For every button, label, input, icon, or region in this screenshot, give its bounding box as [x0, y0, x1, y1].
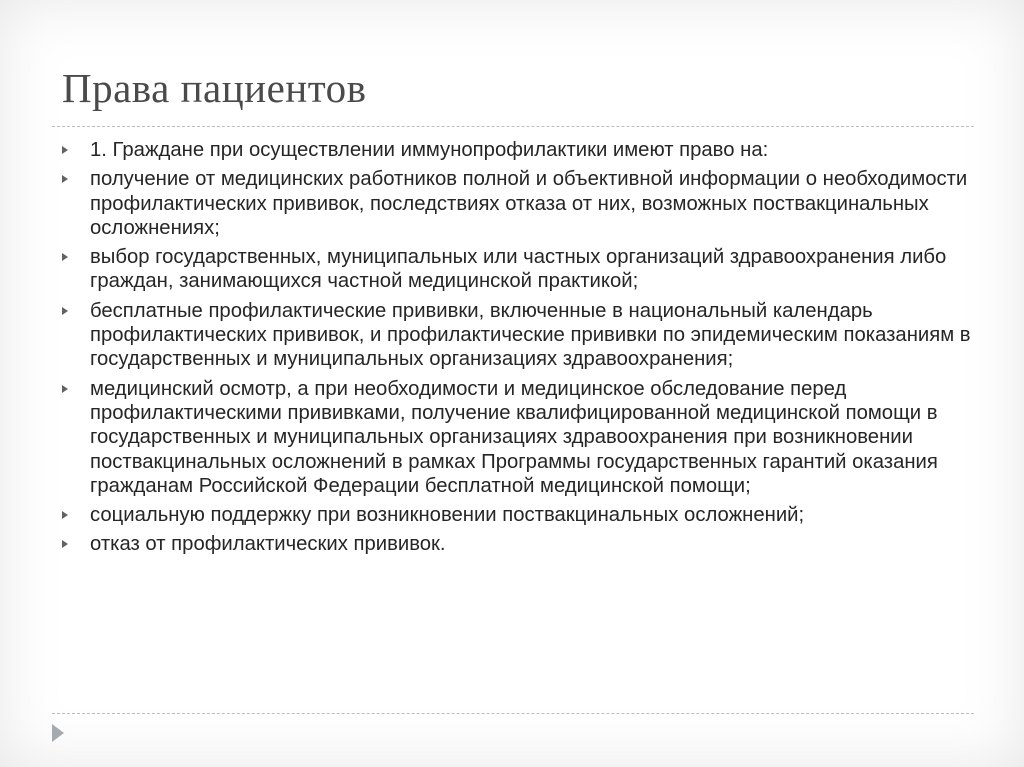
list-item [62, 377, 974, 498]
list-item [62, 503, 974, 527]
list-item-text: бесплатные профилактические прививки, включенные в национальный календарь профилактических прививок, и профилактические прививки по эпидемическим показаниям в государственных и муниципальных организациях здравоохранения; [90, 299, 971, 371]
triangle-bullet-icon [62, 175, 68, 183]
triangle-bullet-icon [62, 307, 68, 315]
title-divider [52, 126, 974, 127]
triangle-bullet-icon [62, 146, 68, 154]
list-item [62, 138, 974, 162]
triangle-bullet-icon [62, 511, 68, 519]
list-item-text: медицинский осмотр, а при необходимости и медицинское обследование перед профилактическими прививками, получение квалифицированной медицинской помощи в государственных и муниципальных организациях здравоохранения при возникновении поствакцинальных осложнений в рамках Программы государственных гарантий оказания гражданам Российской Федерации бесплатной медицинской помощи; [90, 377, 938, 497]
list-item [62, 167, 974, 240]
list-item [62, 532, 974, 556]
list-item-text: получение от медицинских работников полной и объективной информации о необходимости профилактических прививок, последствиях отказа от них, возможных поствакцинальных осложнениях; [90, 168, 968, 239]
slide-body [62, 138, 974, 562]
triangle-bullet-icon [62, 540, 68, 548]
list-item-text: 1. Граждане при осуществлении иммунопрофилактики имеют право на: [90, 139, 769, 161]
list-item [62, 245, 974, 294]
bullet-list [62, 138, 974, 557]
footer-divider [52, 713, 974, 714]
triangle-bullet-icon [62, 385, 68, 393]
slide-title: Права пациентов [62, 65, 367, 111]
list-item [62, 299, 974, 372]
triangle-arrow-icon [52, 724, 64, 742]
triangle-bullet-icon [62, 253, 68, 261]
list-item-text: отказ от профилактических прививок. [90, 533, 446, 556]
list-item-text: социальную поддержку при возникновении поствакцинальных осложнений; [90, 504, 805, 527]
list-item-text: выбор государственных, муниципальных или частных организаций здравоохранения либо граждан, занимающихся частной медицинской практикой; [90, 246, 947, 293]
